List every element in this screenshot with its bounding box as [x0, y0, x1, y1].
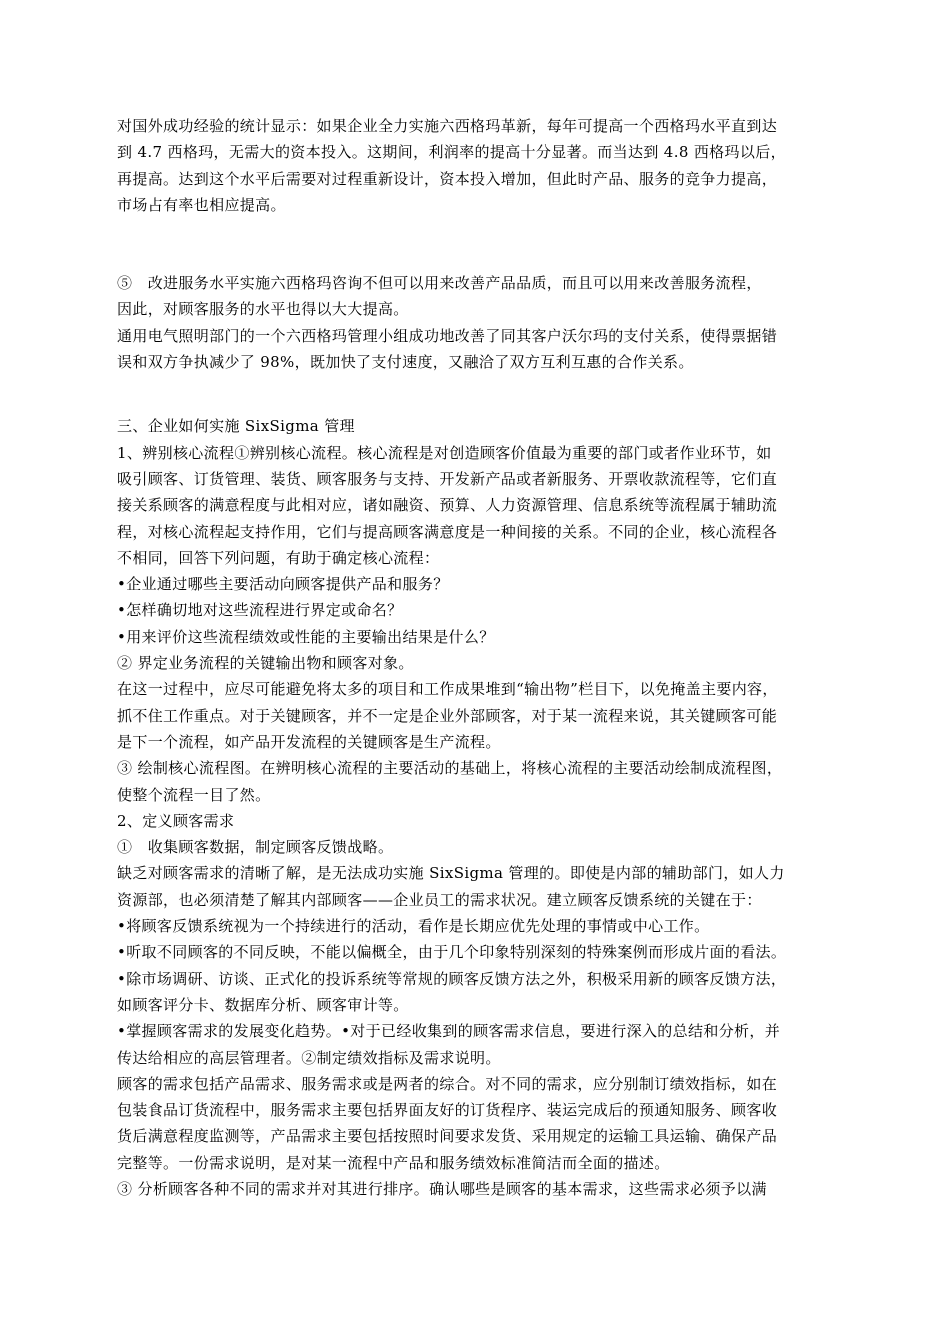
text-line: 再提高。达到这个水平后需要对过程重新设计，资本投入增加，但此时产品、服务的竞争力提高， — [117, 169, 778, 188]
text-line: 通用电气照明部门的一个六西格玛管理小组成功地改善了同其客户沃尔玛的支付关系，使得票据错 — [117, 326, 778, 345]
bullet-item: •听取不同顾客的不同反映，不能以偏概全，由于几个印象特别深刻的特殊案例而形成片面的看法。 — [117, 943, 787, 962]
text-line: 抓不住工作重点。对于关键顾客，并不一定是企业外部顾客，对于某一流程来说，其关键顾客可能 — [117, 706, 778, 725]
text-line: ③ 分析顾客各种不同的需求并对其进行排序。确认哪些是顾客的基本需求，这些需求必须予以满 — [117, 1179, 767, 1198]
text-line: 接关系顾客的满意程度与此相对应，诸如融资、预算、人力资源管理、信息系统等流程属于辅助流 — [117, 496, 778, 515]
text-line: 如顾客评分卡、数据库分析、顾客审计等。 — [117, 995, 409, 1014]
text-line: 是下一个流程，如产品开发流程的关键顾客是生产流程。 — [117, 732, 501, 751]
text-line: 不相同，回答下列问题，有助于确定核心流程： — [117, 548, 440, 567]
paragraph-service-improvement — [117, 270, 857, 375]
text-line: 货后满意程度监测等，产品需求主要包括按照时间要求发货、采用规定的运输工具运输、确保产品 — [117, 1127, 778, 1146]
paragraph-sigma-statistics — [117, 113, 857, 218]
text-line: ① 收集顾客数据，制定顾客反馈战略。 — [117, 838, 394, 857]
bullet-item: •企业通过哪些主要活动向顾客提供产品和服务？ — [117, 575, 449, 594]
text-line: 在这一过程中，应尽可能避免将太多的项目和工作成果堆到“输出物”栏目下，以免掩盖主要内容， — [117, 680, 778, 699]
bullet-item: •怎样确切地对这些流程进行界定或命名？ — [117, 601, 403, 620]
text-line: 缺乏对顾客需求的清晰了解，是无法成功实施 SixSigma 管理的。即使是内部的辅助部门，如人力 — [117, 864, 785, 883]
text-line: 误和双方争执减少了 98%，既加快了支付速度，又融洽了双方互利互惠的合作关系。 — [117, 353, 694, 372]
section-heading: 三、企业如何实施 SixSigma 管理 — [117, 417, 355, 436]
section-implementation — [117, 413, 857, 1202]
text-line: 资源部，也必须清楚了解其内部顾客——企业员工的需求状况。建立顾客反馈系统的关键在于： — [117, 890, 762, 909]
text-line: 使整个流程一目了然。 — [117, 785, 271, 804]
text-line: ⑤ 改进服务水平实施六西格玛咨询不但可以用来改善产品品质，而且可以用来改善服务流程， — [117, 274, 762, 293]
text-line: 程，对核心流程起支持作用，它们与提高顾客满意度是一种间接的关系。不同的企业，核心流程各 — [117, 522, 778, 541]
text-line: 传达给相应的高层管理者。②制定绩效指标及需求说明。 — [117, 1048, 501, 1067]
text-line: 因此，对顾客服务的水平也得以大大提高。 — [117, 300, 409, 319]
bullet-item: •除市场调研、访谈、正式化的投诉系统等常规的顾客反馈方法之外，积极采用新的顾客反馈方法， — [117, 969, 787, 988]
text-line: 1、辨别核心流程①辨别核心流程。核心流程是对创造顾客价值最为重要的部门或者作业环节，如 — [117, 443, 772, 462]
subsection-heading: 2、定义顾客需求 — [117, 811, 235, 830]
bullet-item: •掌握顾客需求的发展变化趋势。•对于已经收集到的顾客需求信息，要进行深入的总结和分析，并 — [117, 1022, 781, 1041]
paragraph-spacer — [117, 218, 857, 270]
text-line: 吸引顾客、订货管理、装货、顾客服务与支持、开发新产品或者新服务、开票收款流程等，它们直 — [117, 469, 778, 488]
text-line: 顾客的需求包括产品需求、服务需求或是两者的综合。对不同的需求，应分别制订绩效指标，如在 — [117, 1074, 778, 1093]
text-line: 对国外成功经验的统计显示：如果企业全力实施六西格玛革新，每年可提高一个西格玛水平直到达 — [117, 117, 778, 135]
text-line: 包装食品订货流程中，服务需求主要包括界面友好的订货程序、装运完成后的预通知服务、顾客收 — [117, 1101, 778, 1120]
text-line: ② 界定业务流程的关键输出物和顾客对象。 — [117, 654, 414, 673]
paragraph-spacer — [117, 375, 857, 413]
text-line: 市场占有率也相应提高。 — [117, 195, 286, 214]
text-line: ③ 绘制核心流程图。在辨明核心流程的主要活动的基础上，将核心流程的主要活动绘制成流程图， — [117, 759, 783, 778]
text-line: 到 4.7 西格玛，无需大的资本投入。这期间，利润率的提高十分显著。而当达到 4.8 西格玛以后， — [117, 143, 786, 162]
bullet-item: •将顾客反馈系统视为一个持续进行的活动，看作是长期应优先处理的事情或中心工作。 — [117, 917, 710, 936]
bullet-item: •用来评价这些流程绩效或性能的主要输出结果是什么？ — [117, 627, 495, 646]
text-line: 完整等。一份需求说明，是对某一流程中产品和服务绩效标准简洁而全面的描述。 — [117, 1153, 670, 1172]
document-page — [117, 113, 857, 1202]
